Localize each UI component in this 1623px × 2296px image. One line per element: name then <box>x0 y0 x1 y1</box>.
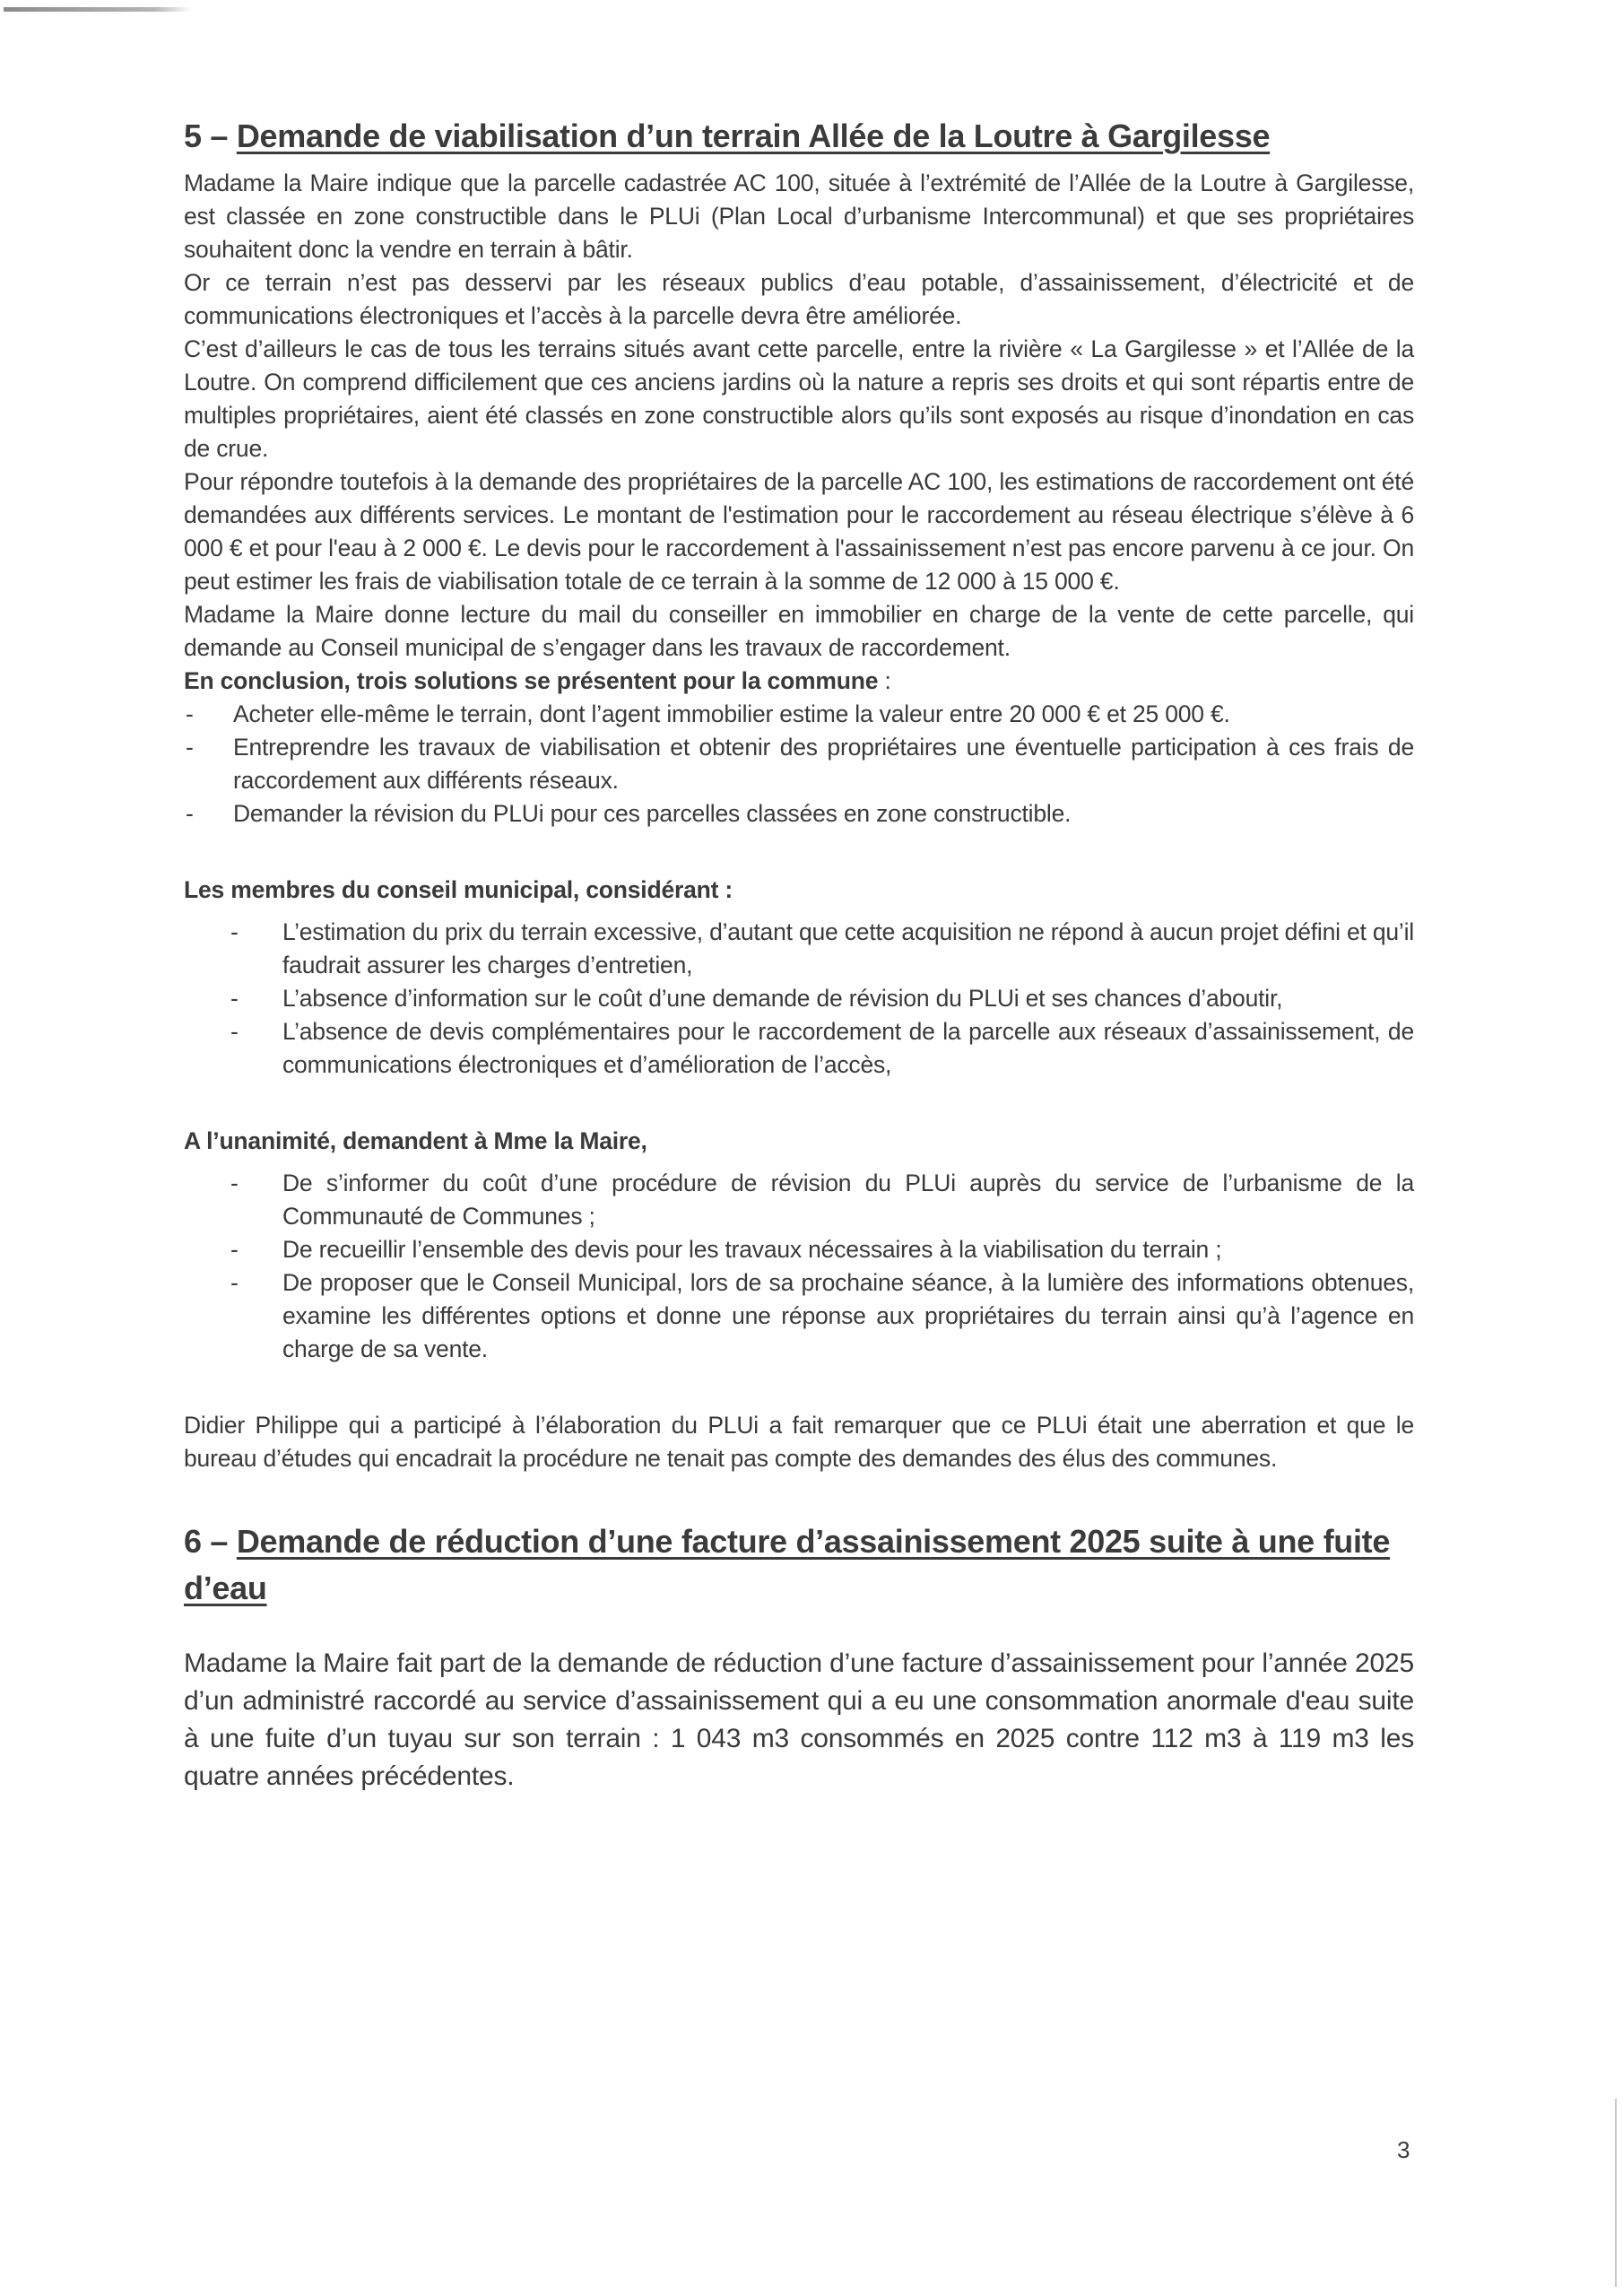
dash-bullet: - <box>230 918 239 945</box>
list-item <box>184 1266 1414 1366</box>
conclusion-suffix: : <box>878 667 891 694</box>
list-item <box>184 698 1414 731</box>
list-item <box>184 731 1414 797</box>
document-page <box>184 115 1414 1796</box>
scan-edge <box>1615 2099 1617 2287</box>
dash-bullet: - <box>230 985 239 1012</box>
section-5-title: Demande de viabilisation d’un terrain Allée de la Loutre à Gargilesse <box>236 117 1271 154</box>
list-item <box>184 797 1414 831</box>
remark-paragraph: Didier Philippe qui a participé à l’élaboration du PLUi a fait remarquer que ce PLUi était une aberration et que le bureau d’études qui encadrait la procédure ne tenait pas compte des demandes des élus des communes. <box>184 1412 1414 1472</box>
section-5 <box>184 115 1414 1475</box>
dash-bullet: - <box>230 1269 239 1296</box>
considerations-list <box>184 916 1414 1082</box>
list-item-text: L’absence d’information sur le coût d’une demande de révision du PLUi et ses chances d’aboutir, <box>282 985 1283 1012</box>
dash-bullet: - <box>230 1170 239 1196</box>
paragraph: Madame la Maire indique que la parcelle cadastrée AC 100, située à l’extrémité de l’Allée de la Loutre à Gargilesse, est classée en zone constructible dans le PLUi (Plan Local d’urbanisme Intercommunal) et que ses propriétaires souhaitent donc la vendre en terrain à bâtir. <box>184 170 1414 263</box>
paragraph: Madame la Maire fait part de la demande de réduction d’une facture d’assainissement pour l’année 2025 d’un administré raccordé au service d’assainissement qui a eu une consommation anormale d'eau suite à une fuite d’un tuyau sur son terrain : 1 043 m3 consommés en 2025 contre 112 m3 à 119 m3 les quatre années précédentes. <box>184 1648 1414 1791</box>
dash-bullet: - <box>186 700 194 727</box>
paragraph: C’est d’ailleurs le cas de tous les terrains situés avant cette parcelle, entre la rivière « La Gargilesse » et l’Allée de la Loutre. On comprend difficilement que ces anciens jardins où la nature a repris ses droits et qui sont répartis entre de multiples propriétaires, aient été classés en zone constructible alors qu’ils sont exposés au risque d’inondation en cas de crue. <box>184 335 1414 462</box>
section-5-number: 5 – <box>184 117 229 154</box>
considering-heading: Les membres du conseil municipal, considérant : <box>184 876 733 903</box>
list-item <box>184 1233 1414 1266</box>
list-item-text: Demander la révision du PLUi pour ces parcelles classées en zone constructible. <box>233 800 1072 827</box>
dash-bullet: - <box>186 734 194 761</box>
section-6-heading <box>184 1518 1414 1612</box>
page-number: 3 <box>1397 2136 1410 2163</box>
paragraph: Madame la Maire donne lecture du mail du conseiller en immobilier en charge de la vente de cette parcelle, qui demande au Conseil municipal de s’engager dans les travaux de raccordement. <box>184 601 1414 661</box>
dash-bullet: - <box>230 1018 239 1045</box>
list-item-text: De recueillir l’ensemble des devis pour les travaux nécessaires à la viabilisation du terrain ; <box>282 1236 1222 1263</box>
solutions-list <box>184 698 1414 831</box>
paragraph: Or ce terrain n’est pas desservi par les réseaux publics d’eau potable, d’assainissement, d’électricité et de communications électroniques et l’accès à la parcelle devra être améliorée. <box>184 269 1414 329</box>
conclusion-heading <box>184 665 1414 698</box>
decision-heading: A l’unanimité, demandent à Mme la Maire, <box>184 1127 647 1154</box>
section-6 <box>184 1518 1414 1796</box>
list-item <box>184 1015 1414 1082</box>
scan-artifact <box>4 7 192 12</box>
section-6-title: Demande de réduction d’une facture d’assainissement 2025 suite à une fuite d’eau <box>184 1523 1391 1606</box>
list-item-text: L’absence de devis complémentaires pour le raccordement de la parcelle aux réseaux d’assainissement, de communications électroniques et d’amélioration de l’accès, <box>282 1018 1414 1078</box>
list-item <box>184 916 1414 982</box>
paragraph: Pour répondre toutefois à la demande des propriétaires de la parcelle AC 100, les estimations de raccordement ont été demandées aux différents services. Le montant de l'estimation pour le raccordement au réseau électrique s’élève à 6 000 € et pour l'eau à 2 000 €. Le devis pour le raccordement à l'assainissement n’est pas encore parvenu à ce jour. On peut estimer les frais de viabilisation totale de ce terrain à la somme de 12 000 à 15 000 €. <box>184 468 1414 595</box>
list-item-text: Entreprendre les travaux de viabilisation et obtenir des propriétaires une éventuelle participation à ces frais de raccordement aux différents réseaux. <box>233 734 1414 794</box>
list-item <box>184 1167 1414 1233</box>
list-item-text: Acheter elle-même le terrain, dont l’agent immobilier estime la valeur entre 20 000 € et 25 000 €. <box>233 700 1230 727</box>
list-item-text: De s’informer du coût d’une procédure de révision du PLUi auprès du service de l’urbanisme de la Communauté de Communes ; <box>282 1170 1414 1230</box>
dash-bullet: - <box>186 800 194 827</box>
dash-bullet: - <box>230 1236 239 1263</box>
conclusion-label: En conclusion, trois solutions se présentent pour la commune <box>184 667 879 694</box>
list-item-text: De proposer que le Conseil Municipal, lors de sa prochaine séance, à la lumière des informations obtenues, examine les différentes options et donne une réponse aux propriétaires du terrain ainsi qu’à l’agence en charge de sa vente. <box>282 1269 1414 1362</box>
list-item <box>184 982 1414 1015</box>
section-6-number: 6 – <box>184 1523 229 1560</box>
section-5-heading <box>184 115 1414 158</box>
requests-list <box>184 1167 1414 1366</box>
list-item-text: L’estimation du prix du terrain excessive, d’autant que cette acquisition ne répond à aucun projet défini et qu’il faudrait assurer les charges d’entretien, <box>282 918 1414 978</box>
